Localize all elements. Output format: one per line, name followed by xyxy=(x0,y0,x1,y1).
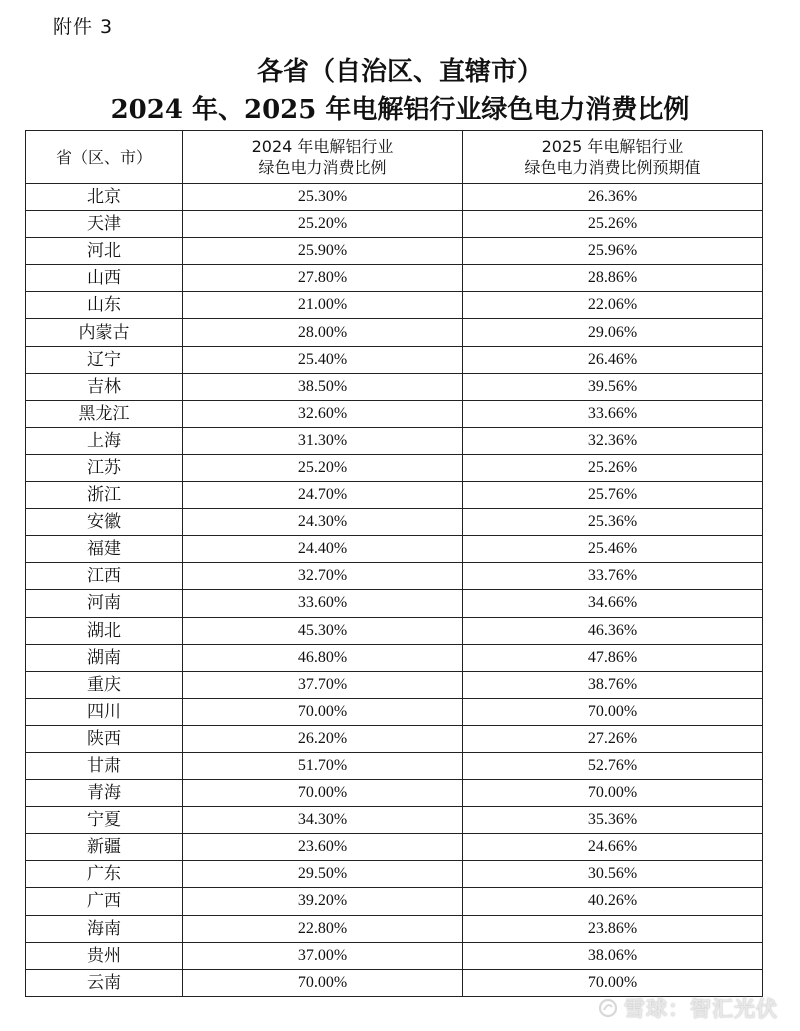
ratio-2024-cell: 39.20% xyxy=(183,888,463,915)
province-cell: 湖北 xyxy=(26,617,183,644)
ratio-2024-cell: 24.30% xyxy=(183,509,463,536)
ratio-2025-cell: 23.86% xyxy=(463,915,763,942)
header-2024 xyxy=(183,131,463,184)
ratio-2025-cell: 34.66% xyxy=(463,590,763,617)
table-row xyxy=(26,861,763,888)
table-row xyxy=(26,780,763,807)
ratio-2025-cell: 38.06% xyxy=(463,942,763,969)
ratio-2024-cell: 46.80% xyxy=(183,644,463,671)
ratio-2024-cell: 27.80% xyxy=(183,265,463,292)
table-row xyxy=(26,942,763,969)
table-row xyxy=(26,915,763,942)
ratio-2024-cell: 24.40% xyxy=(183,536,463,563)
ratio-2025-cell: 70.00% xyxy=(463,969,763,996)
ratio-2025-cell: 25.96% xyxy=(463,238,763,265)
ratio-2025-cell: 38.76% xyxy=(463,671,763,698)
ratio-2024-cell: 37.70% xyxy=(183,671,463,698)
header-province xyxy=(26,131,183,184)
snowball-logo-icon xyxy=(598,998,618,1018)
ratio-2024-cell: 22.80% xyxy=(183,915,463,942)
ratio-2025-cell: 25.46% xyxy=(463,536,763,563)
table-row xyxy=(26,454,763,481)
table-row xyxy=(26,671,763,698)
province-cell: 内蒙古 xyxy=(26,319,183,346)
ratio-2025-cell: 26.46% xyxy=(463,346,763,373)
province-cell: 浙江 xyxy=(26,482,183,509)
table-body xyxy=(26,184,763,997)
ratio-2024-cell: 70.00% xyxy=(183,698,463,725)
attachment-label: 附件 3 xyxy=(53,16,114,38)
province-cell: 贵州 xyxy=(26,942,183,969)
table-row xyxy=(26,265,763,292)
ratio-2024-cell: 33.60% xyxy=(183,590,463,617)
table-row xyxy=(26,752,763,779)
province-cell: 四川 xyxy=(26,698,183,725)
ratio-2025-cell: 32.36% xyxy=(463,427,763,454)
ratio-2025-cell: 29.06% xyxy=(463,319,763,346)
province-cell: 江西 xyxy=(26,563,183,590)
ratio-2025-cell: 25.26% xyxy=(463,211,763,238)
table-row xyxy=(26,373,763,400)
ratio-2024-cell: 21.00% xyxy=(183,292,463,319)
header-2025-line-2: 绿色电力消费比例预期值 xyxy=(524,158,701,177)
province-cell: 河南 xyxy=(26,590,183,617)
table-row xyxy=(26,834,763,861)
province-cell: 天津 xyxy=(26,211,183,238)
ratio-2025-cell: 30.56% xyxy=(463,861,763,888)
ratio-2024-cell: 31.30% xyxy=(183,427,463,454)
province-cell: 海南 xyxy=(26,915,183,942)
watermark-text: 雪球：智汇光伏 xyxy=(624,997,778,1021)
province-cell: 新疆 xyxy=(26,834,183,861)
province-cell: 陕西 xyxy=(26,725,183,752)
ratio-2025-cell: 33.66% xyxy=(463,400,763,427)
table-row xyxy=(26,888,763,915)
ratio-2025-cell: 46.36% xyxy=(463,617,763,644)
table-row xyxy=(26,563,763,590)
document-title-line-2: 2024 年、2025 年电解铝行业绿色电力消费比例 xyxy=(110,95,690,125)
table-row xyxy=(26,725,763,752)
ratio-2025-cell: 70.00% xyxy=(463,780,763,807)
table-row xyxy=(26,590,763,617)
ratio-2024-cell: 34.30% xyxy=(183,807,463,834)
province-cell: 吉林 xyxy=(26,373,183,400)
ratio-2025-cell: 33.76% xyxy=(463,563,763,590)
province-cell: 广西 xyxy=(26,888,183,915)
ratio-2025-cell: 26.36% xyxy=(463,184,763,211)
header-2024-line-1: 2024 年电解铝行业 xyxy=(251,137,394,156)
province-cell: 山东 xyxy=(26,292,183,319)
ratio-2024-cell: 70.00% xyxy=(183,780,463,807)
ratio-2025-cell: 27.26% xyxy=(463,725,763,752)
ratio-2025-cell: 52.76% xyxy=(463,752,763,779)
province-cell: 河北 xyxy=(26,238,183,265)
table-row xyxy=(26,211,763,238)
ratio-2025-cell: 35.36% xyxy=(463,807,763,834)
ratio-2024-cell: 25.20% xyxy=(183,454,463,481)
ratio-2024-cell: 25.90% xyxy=(183,238,463,265)
province-cell: 宁夏 xyxy=(26,807,183,834)
ratio-2024-cell: 38.50% xyxy=(183,373,463,400)
header-2024-line-2: 绿色电力消费比例 xyxy=(258,158,387,177)
table-row xyxy=(26,400,763,427)
ratio-2024-cell: 51.70% xyxy=(183,752,463,779)
province-cell: 黑龙江 xyxy=(26,400,183,427)
table-row xyxy=(26,184,763,211)
table-row xyxy=(26,644,763,671)
province-cell: 湖南 xyxy=(26,644,183,671)
table-row xyxy=(26,292,763,319)
province-cell: 江苏 xyxy=(26,454,183,481)
table-row xyxy=(26,536,763,563)
green-power-ratio-table xyxy=(25,130,763,997)
table-row xyxy=(26,807,763,834)
ratio-2025-cell: 22.06% xyxy=(463,292,763,319)
header-province-label: 省（区、市） xyxy=(55,147,152,167)
ratio-2024-cell: 45.30% xyxy=(183,617,463,644)
table-row xyxy=(26,427,763,454)
ratio-2024-cell: 70.00% xyxy=(183,969,463,996)
ratio-2024-cell: 32.70% xyxy=(183,563,463,590)
ratio-2025-cell: 25.36% xyxy=(463,509,763,536)
province-cell: 甘肃 xyxy=(26,752,183,779)
ratio-2024-cell: 25.40% xyxy=(183,346,463,373)
table-row xyxy=(26,238,763,265)
table-row xyxy=(26,346,763,373)
province-cell: 广东 xyxy=(26,861,183,888)
watermark xyxy=(598,993,778,1023)
province-cell: 重庆 xyxy=(26,671,183,698)
province-cell: 上海 xyxy=(26,427,183,454)
province-cell: 福建 xyxy=(26,536,183,563)
table-header-row xyxy=(26,131,763,184)
province-cell: 北京 xyxy=(26,184,183,211)
table-row xyxy=(26,617,763,644)
table-row xyxy=(26,482,763,509)
province-cell: 云南 xyxy=(26,969,183,996)
ratio-2025-cell: 39.56% xyxy=(463,373,763,400)
header-2025-line-1: 2025 年电解铝行业 xyxy=(541,137,684,156)
ratio-2024-cell: 23.60% xyxy=(183,834,463,861)
ratio-2024-cell: 25.20% xyxy=(183,211,463,238)
ratio-2024-cell: 25.30% xyxy=(183,184,463,211)
ratio-2025-cell: 25.26% xyxy=(463,454,763,481)
ratio-2025-cell: 40.26% xyxy=(463,888,763,915)
table-row xyxy=(26,509,763,536)
province-cell: 青海 xyxy=(26,780,183,807)
ratio-2024-cell: 28.00% xyxy=(183,319,463,346)
ratio-2024-cell: 24.70% xyxy=(183,482,463,509)
province-cell: 山西 xyxy=(26,265,183,292)
province-cell: 安徽 xyxy=(26,509,183,536)
table-row xyxy=(26,319,763,346)
ratio-2025-cell: 28.86% xyxy=(463,265,763,292)
header-2025 xyxy=(463,131,763,184)
ratio-2024-cell: 26.20% xyxy=(183,725,463,752)
province-cell: 辽宁 xyxy=(26,346,183,373)
ratio-2025-cell: 25.76% xyxy=(463,482,763,509)
ratio-2025-cell: 24.66% xyxy=(463,834,763,861)
ratio-2024-cell: 37.00% xyxy=(183,942,463,969)
ratio-2025-cell: 47.86% xyxy=(463,644,763,671)
table-row xyxy=(26,698,763,725)
ratio-2024-cell: 29.50% xyxy=(183,861,463,888)
ratio-2024-cell: 32.60% xyxy=(183,400,463,427)
ratio-2025-cell: 70.00% xyxy=(463,698,763,725)
document-title-line-1: 各省（自治区、直辖市） xyxy=(256,57,543,87)
